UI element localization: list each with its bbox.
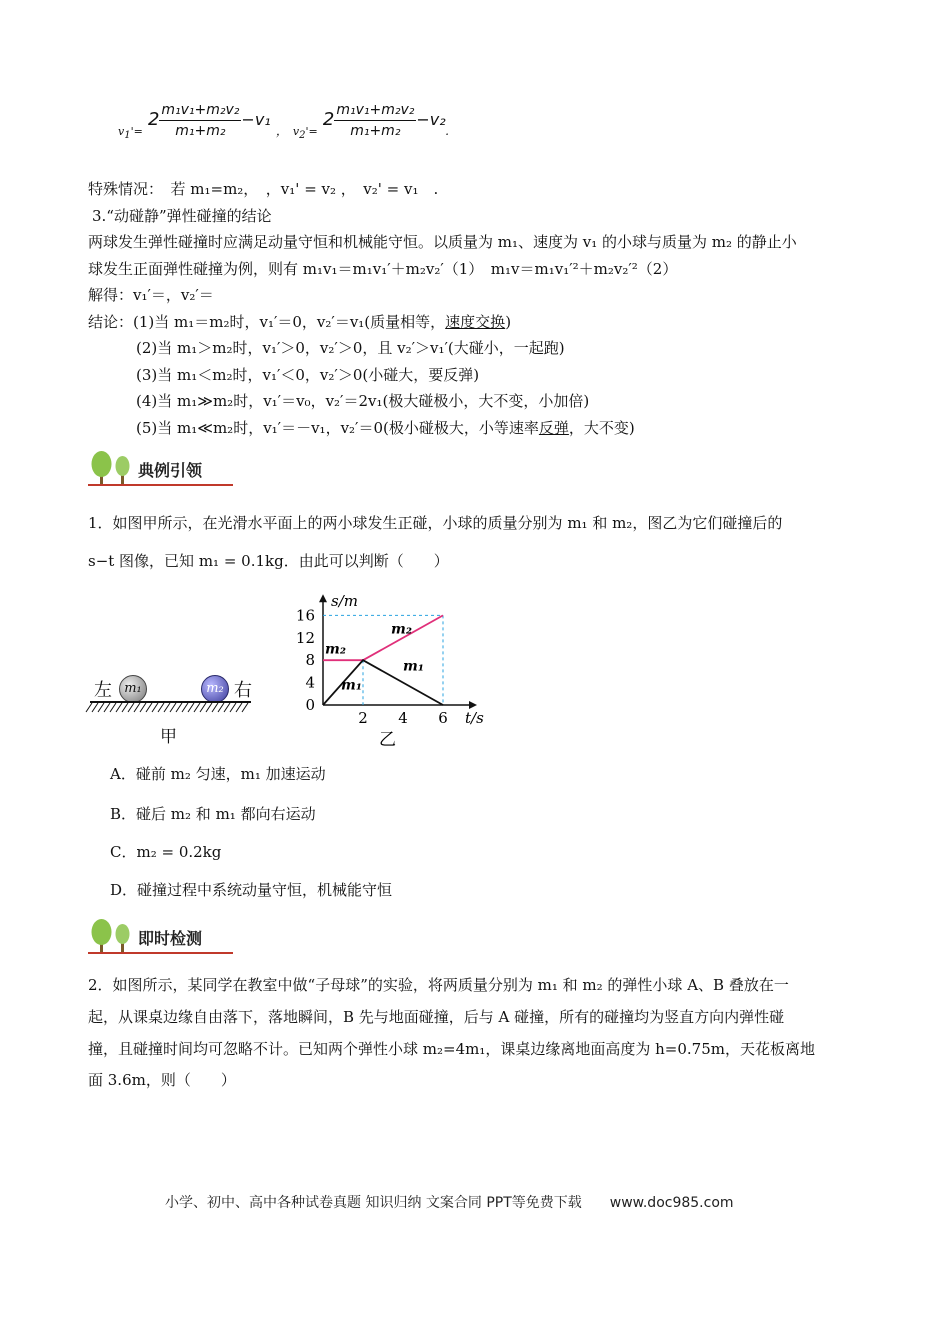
conclusion-1: 结论：(1)当 m₁＝m₂时，v₁′＝0，v₂′＝v₁(质量相等，速度交换)	[88, 313, 512, 331]
x-axis-label: t/s	[465, 709, 484, 727]
label-m2-before: m₂	[325, 641, 346, 658]
paragraph-line-1: 两球发生弹性碰撞时应满足动量守恒和机械能守恒。以质量为 m₁、速度为 v₁ 的小球与质量为 m₂ 的静止小	[88, 233, 797, 251]
y-tick-label: 0	[305, 696, 315, 714]
ball-m2: m₂	[201, 675, 229, 703]
figure-jia	[88, 670, 258, 750]
caption-yi: 乙	[379, 730, 396, 750]
option-a[interactable]: A．碰前 m₂ 匀速，m₁ 加速运动	[110, 765, 326, 783]
v2-label: v2'=	[292, 125, 318, 141]
y-axis-label: s/m	[331, 592, 358, 611]
question-1-line-2: s−t 图像，已知 m₁ = 0.1kg．由此可以判断（ ）	[88, 552, 449, 570]
option-d[interactable]: D．碰撞过程中系统动量守恒，机械能守恒	[110, 881, 393, 899]
section-head-check	[88, 918, 233, 958]
formula-line	[118, 102, 450, 149]
label-m2-after: m₂	[391, 621, 412, 638]
conclusion-2: (2)当 m₁＞m₂时，v₁′＞0，v₂′＞0，且 v₂′＞v₁′(大碰小，一起跑)	[136, 339, 565, 357]
question-1-line-1: 1．如图甲所示，在光滑水平面上的两小球发生正碰，小球的质量分别为 m₁ 和 m₂，图乙为它们碰撞后的	[88, 514, 783, 532]
section-head-examples-title: 典例引领	[138, 461, 203, 480]
section3-title: 3.“动碰静”弹性碰撞的结论	[92, 207, 272, 225]
section-divider	[88, 484, 233, 486]
conclusion-5: (5)当 m₁≪m₂时，v₁′＝－v₁，v₂′＝0(极小碰极大，小等速率反弹，大不变)	[136, 419, 635, 437]
fraction-1: $\frac{\text{m₁v₁+m₂v₂}}{\text{m₁+m₂}}$	[161, 102, 240, 139]
question-2-line-1: 2．如图所示，某同学在教室中做“子母球”的实验，将两质量分别为 m₁ 和 m₂ 的弹性小球 A、B 叠放在一	[88, 976, 789, 994]
x-tick-label: 6	[438, 709, 448, 727]
question-2-line-4: 面 3.6m，则（ ）	[88, 1071, 236, 1089]
label-m1-before: m₁	[341, 677, 362, 694]
tree-icon	[88, 918, 138, 954]
v1-label: v1'=	[118, 125, 143, 141]
minus-v1: −v₁	[241, 110, 271, 129]
left-label: 左	[94, 680, 112, 701]
y-tick-label: 12	[295, 628, 315, 647]
section-divider	[88, 952, 233, 954]
section-head-check-title: 即时检测	[138, 929, 203, 948]
label-m1-after: m₁	[403, 658, 424, 675]
question-2-line-3: 撞，且碰撞时间均可忽略不计。已知两个弹性小球 m₂=4m₁，课桌边缘离地面高度为 h=0.75m，天花板离地	[88, 1040, 815, 1058]
ground-surface	[88, 700, 253, 714]
conclusion-3: (3)当 m₁＜m₂时，v₁′＜0，v₂′＞0(小碰大，要反弹)	[136, 366, 480, 384]
minus-v2: −v₂	[416, 110, 446, 129]
x-axis-arrow	[469, 701, 477, 709]
y-tick-label: 4	[305, 673, 315, 692]
special-case: 特殊情况： 若 m₁=m₂， ，v₁' = v₂ ， v₂' = v₁ .	[88, 180, 439, 198]
option-b[interactable]: B．碰后 m₂ 和 m₁ 都向右运动	[110, 805, 316, 823]
period: .	[445, 124, 450, 138]
x-tick-label: 4	[398, 709, 408, 727]
fraction-2: $\frac{\text{m₁v₁+m₂v₂}}{\text{m₁+m₂}}$	[336, 102, 415, 139]
section-head-examples	[88, 450, 233, 490]
y-tick-label: 16	[295, 606, 315, 625]
y-tick-label: 8	[305, 651, 315, 670]
right-label: 右	[234, 680, 252, 701]
option-c[interactable]: C．m₂ = 0.2kg	[110, 843, 222, 861]
coef-two-2: 2	[322, 109, 335, 130]
coef-two-1: 2	[147, 109, 160, 130]
comma: ，	[275, 124, 288, 138]
ball-m1: m₁	[119, 675, 147, 703]
tree-icon	[88, 450, 138, 486]
st-chart	[268, 580, 484, 750]
paragraph-line-2: 球发生正面弹性碰撞为例，则有 m₁v₁＝m₁v₁′＋m₂v₂′（1） m₁v＝m₁v₁′²＋m₂v₂′²（2）	[88, 260, 678, 278]
y-axis-arrow	[319, 594, 327, 602]
conclusion-4: (4)当 m₁≫m₂时，v₁′＝v₀，v₂′＝2v₁(极大碰极小，大不变，小加倍)	[136, 392, 590, 410]
question-2-line-2: 起，从课桌边缘自由落下，落地瞬间，B 先与地面碰撞，后与 A 碰撞，所有的碰撞均为竖直方向内弹性碰	[88, 1008, 785, 1026]
footer: 小学、初中、高中各种试卷真题 知识归纳 文案合同 PPT等免费下载 www.doc985.com	[165, 1195, 734, 1211]
solve-line: 解得：v₁′＝，v₂′＝	[88, 286, 214, 304]
caption-jia: 甲	[160, 727, 177, 747]
x-tick-label: 2	[358, 709, 368, 727]
